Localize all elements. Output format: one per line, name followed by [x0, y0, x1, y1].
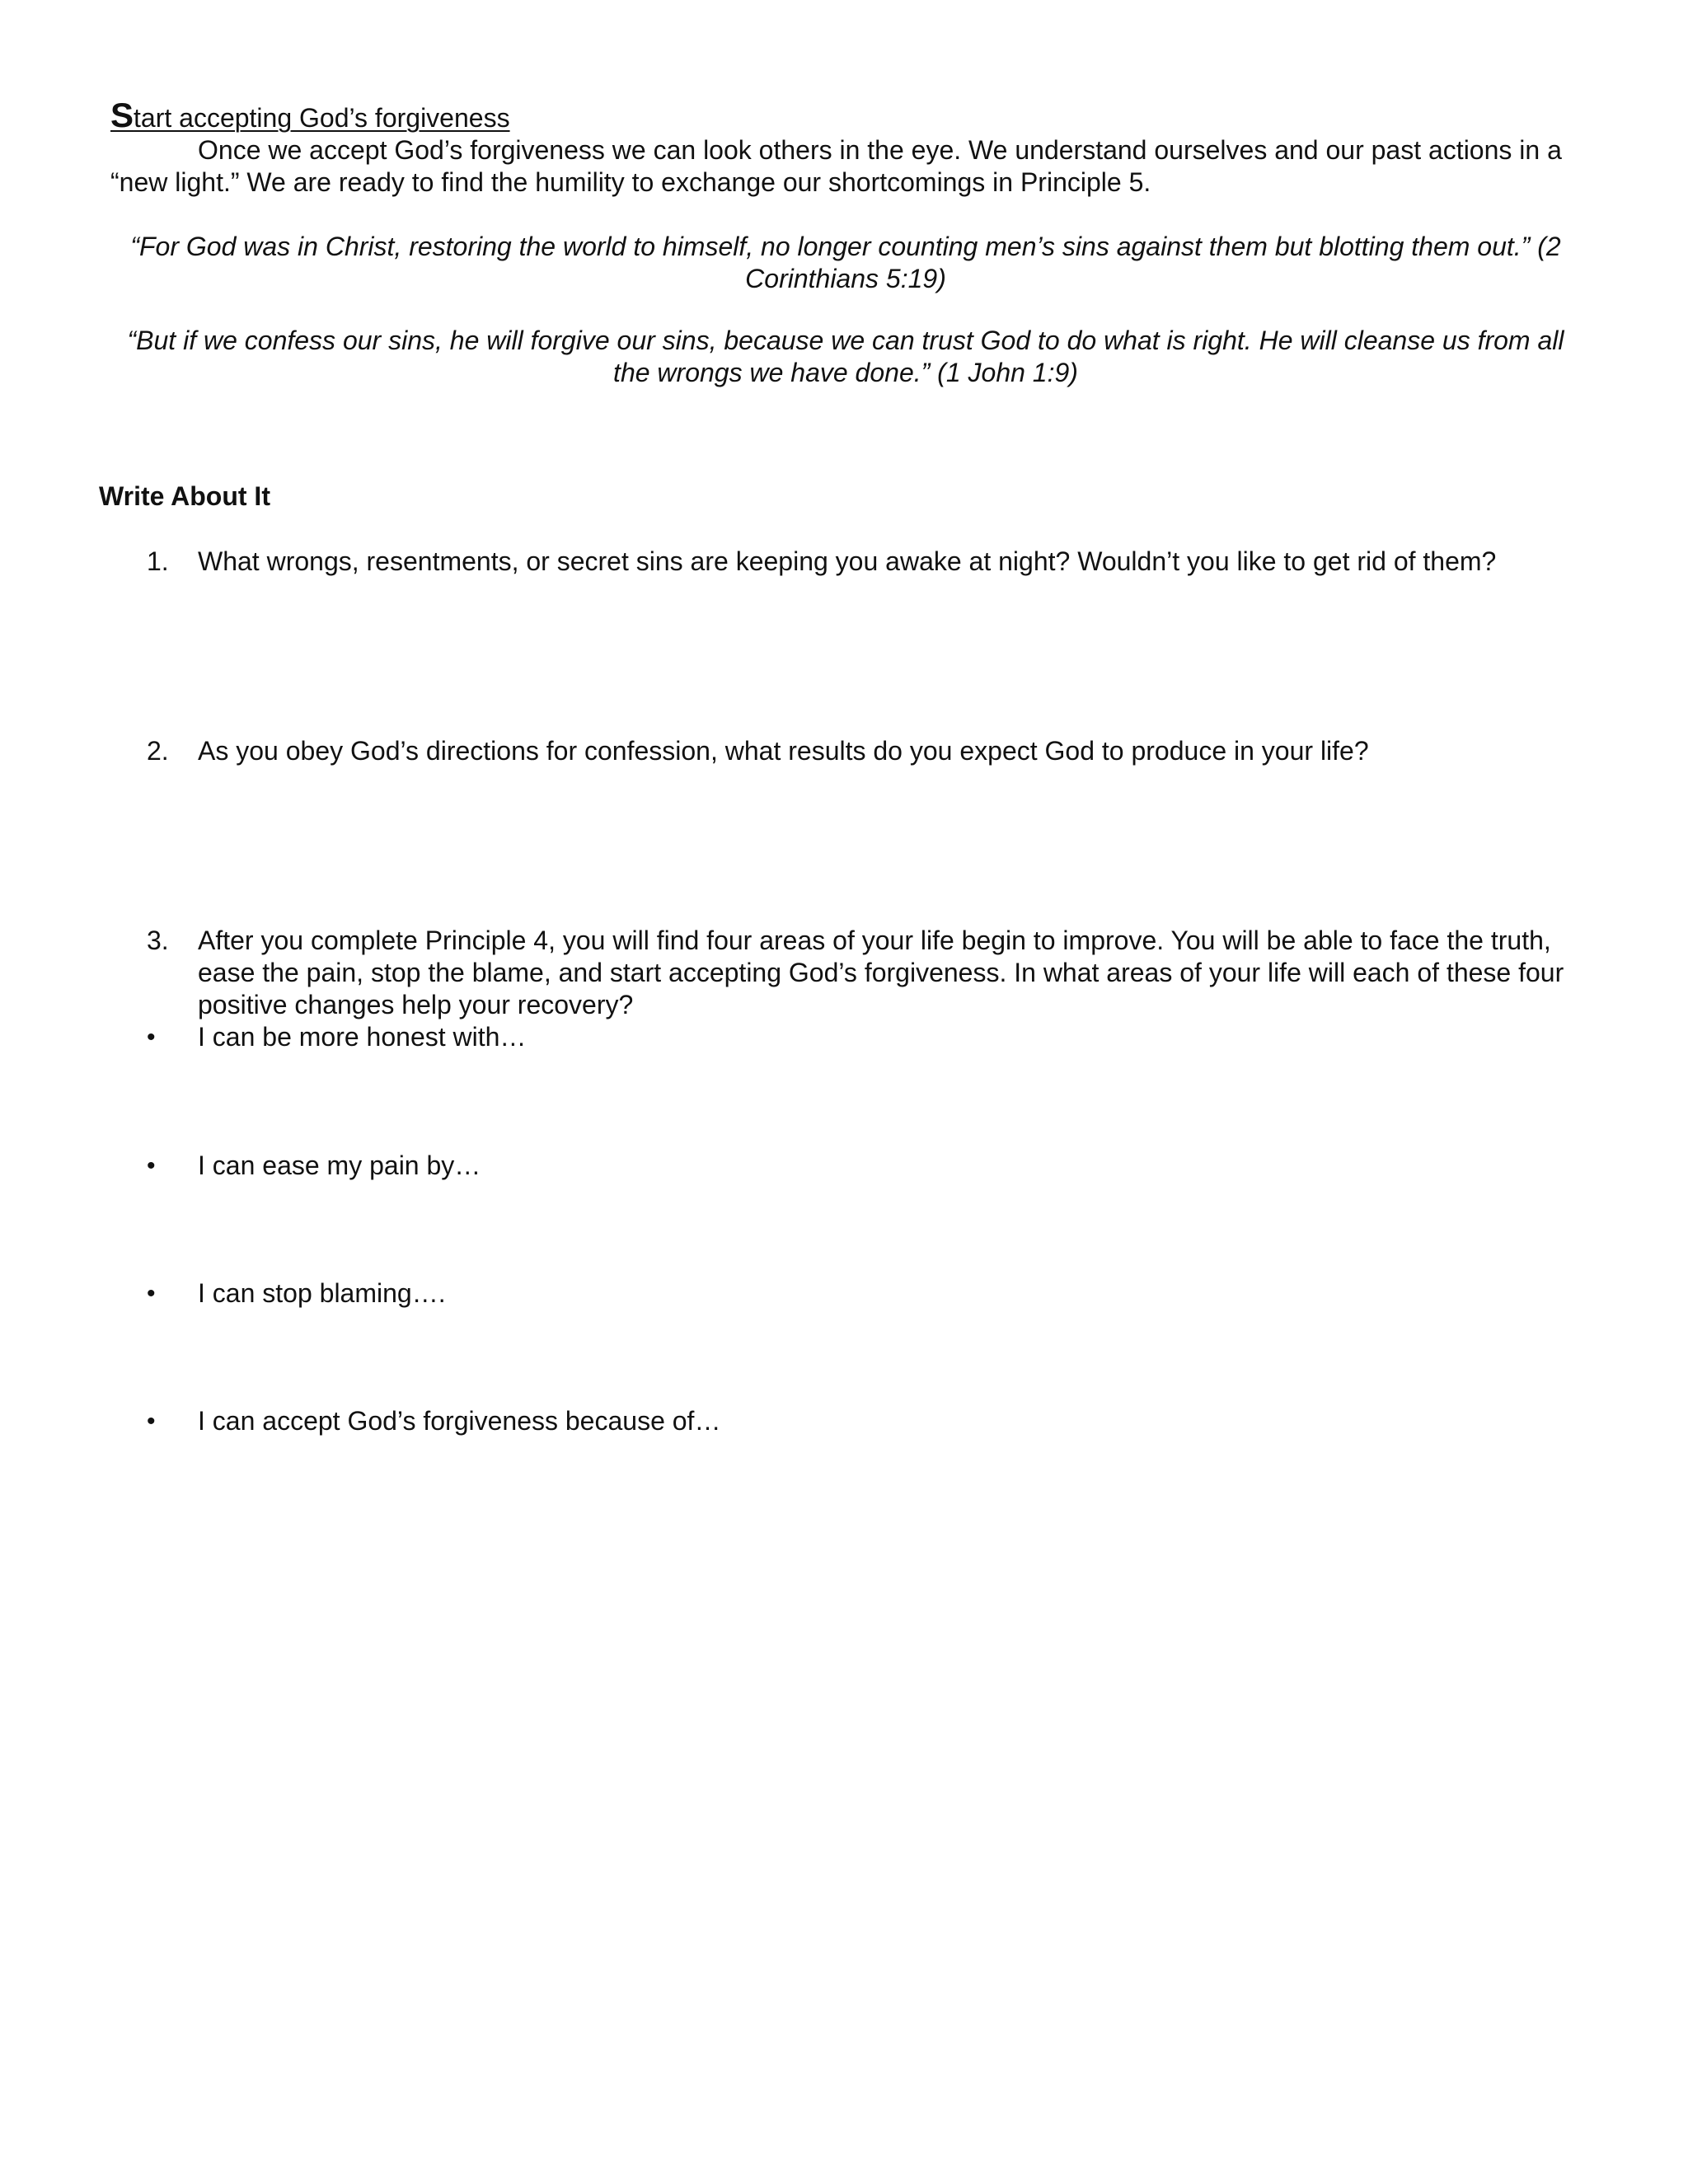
question-2	[147, 735, 1581, 767]
bullet-text: I can stop blaming….	[198, 1278, 446, 1308]
bullet-icon: •	[147, 1152, 156, 1179]
write-about-it-heading: Write About It	[99, 481, 270, 511]
question-text: As you obey God’s directions for confession, what results do you expect God to produce in your life?	[198, 736, 1369, 766]
bullet-text: I can accept God’s forgiveness because of…	[198, 1406, 721, 1436]
question-number: 3.	[147, 926, 169, 955]
bullet-icon: •	[147, 1408, 156, 1435]
bullet-item-ease-pain	[147, 1150, 1581, 1182]
heading-initial: S	[110, 96, 134, 134]
question-number: 2.	[147, 736, 169, 766]
section-heading	[110, 96, 510, 134]
question-text: What wrongs, resentments, or secret sins are keeping you awake at night? Wouldn’t you like to get rid of them?	[198, 546, 1497, 576]
scripture-quote-2: “But if we confess our sins, he will forgive our sins, because we can trust God to do what is right. He will cleanse us from all the wrongs we have done.” (1 John 1:9)	[127, 326, 1564, 387]
bullet-text: I can be more honest with…	[198, 1022, 527, 1052]
intro-paragraph: Once we accept God’s forgiveness we can look others in the eye. We understand ourselves and our past actions in a “new light.” We are ready to find the humility to exchange our shortcomings in Principle 5.	[110, 135, 1562, 197]
bullet-text: I can ease my pain by…	[198, 1151, 481, 1180]
scripture-quote-1: “For God was in Christ, restoring the world to himself, no longer counting men’s sins against them but blotting them out.” (2 Corinthians 5:19)	[130, 232, 1561, 293]
question-text: After you complete Principle 4, you will find four areas of your life begin to improve. You will be able to face the truth, ease the pain, stop the blame, and start accepting God’s forgiveness. In what areas of your life will each of these four positive changes help your recovery?	[198, 926, 1564, 1019]
question-3	[147, 925, 1581, 1021]
bullet-item-stop-blaming	[147, 1277, 1581, 1310]
heading-rest: tart accepting God’s forgiveness	[134, 103, 510, 133]
bullet-item-honest	[147, 1021, 1581, 1053]
bullet-icon: •	[147, 1024, 156, 1051]
bullet-item-accept-forgiveness	[147, 1405, 1581, 1437]
question-number: 1.	[147, 546, 169, 576]
bullet-icon: •	[147, 1280, 156, 1307]
question-1	[147, 546, 1581, 578]
